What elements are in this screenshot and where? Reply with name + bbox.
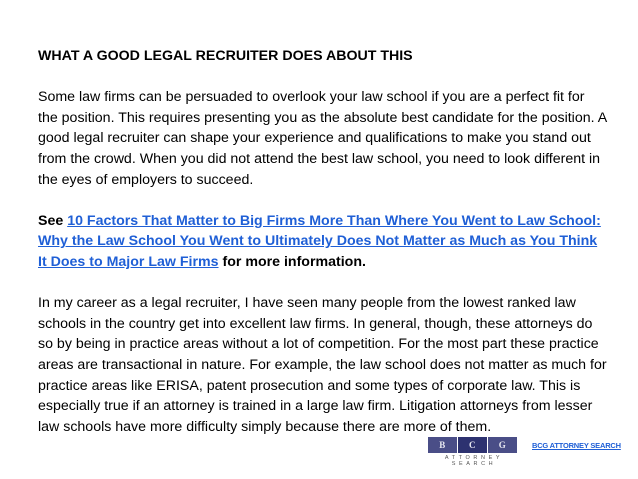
slide-content <box>38 46 608 437</box>
logo-letter-c: C <box>458 437 487 453</box>
article-link[interactable]: 10 Factors That Matter to Big Firms More Than Where You Went to Law School: Why the Law School You Went to Ultimately Does Not Matter as Much as You Think It Does to Major Law Firms <box>38 212 601 270</box>
paragraph-intro: Some law firms can be persuaded to overlook your law school if you are a perfect fit for the position. This requires presenting you as the absolute best candidate for the position. A good legal recruiter can shape your experience and qualifications to make you stand out from the crowd. When you did not attend the best law school, you need to look different in the eyes of employers to succeed. <box>38 89 607 188</box>
see-prefix: See <box>38 212 68 229</box>
see-also-block <box>38 211 608 273</box>
see-suffix: for more information. <box>218 253 366 270</box>
logo-subtitle: ATTORNEY SEARCH <box>444 455 504 467</box>
logo-boxes <box>428 437 520 453</box>
bcg-logo <box>428 437 520 467</box>
logo-letter-b: B <box>428 437 457 453</box>
section-heading: WHAT A GOOD LEGAL RECRUITER DOES ABOUT THIS <box>38 48 413 64</box>
paragraph-career: In my career as a legal recruiter, I have seen many people from the lowest ranked law schools in the country get into excellent law firms. In general, though, these attorneys do so by being in practice areas without a lot of competition. For the most part these practice areas are transactional in nature. For example, the law school does not matter as much for practice areas like ERISA, patent prosecution and some types of corporate law. This is especially true if an attorney is trained in a large law firm. Litigation attorneys from lesser law schools have more difficulty simply because there are more of them. <box>38 295 607 435</box>
footer-link[interactable]: BCG ATTORNEY SEARCH <box>532 441 621 450</box>
logo-letter-g: G <box>488 437 517 453</box>
